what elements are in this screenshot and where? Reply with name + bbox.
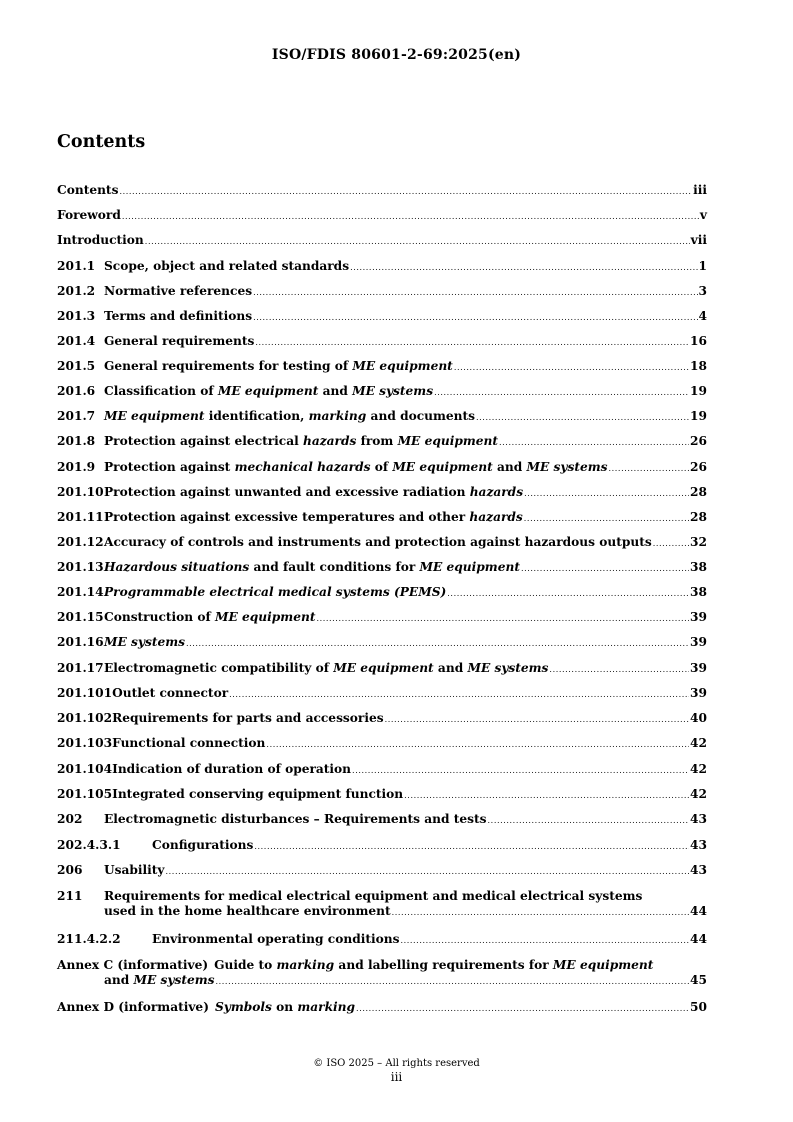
entry-title-segment: Functional connection <box>112 736 266 750</box>
dot-leader <box>609 461 690 476</box>
toc-entry-number: 201.9 <box>57 460 96 474</box>
toc-entry-page: 39 <box>690 610 707 624</box>
toc-entry-page: 28 <box>690 510 707 524</box>
toc-entry-number: 201.1 <box>57 259 96 273</box>
entry-title-segment: Hazardous situations <box>104 560 250 574</box>
toc-entry-title <box>104 510 523 525</box>
toc-entry-page: v <box>699 208 707 222</box>
toc-entry[interactable] <box>57 787 707 803</box>
toc-entry-page: 43 <box>690 863 707 877</box>
toc-entry-title <box>104 284 252 299</box>
toc-entry-title <box>104 585 446 600</box>
toc-entry-title <box>57 183 118 198</box>
toc-entry-page: 16 <box>690 334 707 348</box>
toc-entry-number: 201.2 <box>57 284 96 298</box>
dot-leader <box>524 511 689 526</box>
toc-entry-number: 211.4.2.2 <box>57 932 121 946</box>
toc-entry-title <box>104 904 391 919</box>
toc-entry-title <box>112 711 383 726</box>
entry-title-segment: Configurations <box>152 838 254 852</box>
dot-leader <box>454 360 689 375</box>
entry-title-segment: ME equipment <box>352 359 453 373</box>
entry-title-segment: Scope, object and related standards <box>104 259 350 273</box>
toc-entry-number: 201.101 <box>57 686 113 700</box>
toc-entry[interactable] <box>57 259 707 275</box>
toc-entry-number: 202.4.3.1 <box>57 838 121 852</box>
toc-entry[interactable] <box>57 183 707 199</box>
toc-entry[interactable] <box>57 812 707 828</box>
toc-entry-title <box>104 635 185 650</box>
toc-entry-number: 201.3 <box>57 309 96 323</box>
toc-entry[interactable] <box>57 208 707 224</box>
entry-title-segment: and documents <box>366 409 476 423</box>
toc-entry-page: 39 <box>690 686 707 700</box>
toc-entry-number: 201.104 <box>57 762 113 776</box>
toc-entry[interactable] <box>57 610 707 626</box>
entry-title-segment: General requirements <box>104 334 255 348</box>
entry-title-segment: used in the home healthcare environment <box>104 904 391 918</box>
toc-entry-page: 43 <box>690 812 707 826</box>
toc-entry-page: 38 <box>690 560 707 574</box>
toc-entry[interactable] <box>57 309 707 325</box>
toc-entry[interactable] <box>57 284 707 300</box>
toc-entry[interactable] <box>57 661 707 677</box>
entry-title-segment: Indication of duration of operation <box>112 762 352 776</box>
entry-title-segment: ME equipment <box>419 560 520 574</box>
toc-entry-number: 201.5 <box>57 359 96 373</box>
toc-entry-page: 42 <box>690 787 707 801</box>
toc-entry-number: 201.17 <box>57 661 104 675</box>
toc-entry-number: 201.16 <box>57 635 104 649</box>
toc-entry[interactable] <box>57 762 707 778</box>
toc-entry-page: 43 <box>690 838 707 852</box>
toc-entry-title <box>104 309 252 324</box>
entry-title-segment: Protection against <box>104 460 235 474</box>
toc-entry[interactable] <box>57 409 707 425</box>
dot-leader <box>145 234 690 249</box>
toc-entry[interactable] <box>57 334 707 350</box>
dot-leader <box>385 712 689 727</box>
toc-entry-page: 19 <box>690 409 707 423</box>
toc-entry[interactable] <box>57 434 707 450</box>
toc-entry-title <box>112 787 403 802</box>
toc-entry[interactable] <box>57 233 707 249</box>
entry-title-segment: Accuracy of controls and instruments and protection against hazardous outputs <box>104 535 652 549</box>
toc-entry-page: 18 <box>690 359 707 373</box>
dot-leader <box>122 209 699 224</box>
toc-entry[interactable] <box>57 635 707 651</box>
toc-entry-page: 19 <box>690 384 707 398</box>
dot-leader <box>524 486 689 501</box>
page-title: Contents <box>57 132 146 152</box>
dot-leader <box>653 536 689 551</box>
toc-entry[interactable] <box>57 863 707 879</box>
toc-entry[interactable] <box>57 359 707 375</box>
toc-entry-title <box>104 434 498 449</box>
toc-entry[interactable] <box>57 510 707 526</box>
toc-entry-page: 32 <box>690 535 707 549</box>
entry-title-segment: identification, <box>204 409 309 423</box>
entry-title-segment: of <box>370 460 393 474</box>
dot-leader <box>119 184 692 199</box>
page-footer <box>0 1058 793 1084</box>
toc-entry-title <box>104 460 608 475</box>
dot-leader <box>350 260 697 275</box>
entry-title-segment: and <box>433 661 468 675</box>
toc-entry[interactable] <box>57 958 707 989</box>
dot-leader <box>216 974 690 989</box>
toc-entry[interactable] <box>57 838 707 854</box>
entry-title-segment: marking <box>276 958 335 972</box>
dot-leader <box>404 788 689 803</box>
entry-title-segment: and labelling requirements for <box>334 958 553 972</box>
entry-title-segment: ME equipment <box>215 610 316 624</box>
dot-leader <box>254 839 689 854</box>
toc-entry-number: 201.14 <box>57 585 104 599</box>
toc-entry-title <box>112 686 228 701</box>
toc-entry-page: 1 <box>698 259 707 273</box>
entry-title-segment: Electromagnetic disturbances – Requirements and tests <box>104 812 487 826</box>
entry-title-segment: ME equipment <box>333 661 434 675</box>
entry-title-segment: marking <box>297 1000 356 1014</box>
entry-title-segment: Electromagnetic compatibility of <box>104 661 334 675</box>
dot-leader <box>255 335 689 350</box>
toc-entry-number: 201.7 <box>57 409 96 423</box>
entry-title-segment: Introduction <box>57 233 144 247</box>
toc-entry-title <box>152 932 399 947</box>
toc-entry-number: 201.102 <box>57 711 113 725</box>
dot-leader <box>316 611 689 626</box>
toc-entry-title <box>104 485 523 500</box>
toc-entry-title <box>104 973 215 988</box>
entry-title-segment: Protection against excessive temperatures and other <box>104 510 470 524</box>
dot-leader <box>499 435 689 450</box>
entry-title-segment: Classification of <box>104 384 218 398</box>
toc-entry-number: 202 <box>57 812 83 826</box>
entry-title-segment: Construction of <box>104 610 215 624</box>
toc-entry-page: 50 <box>690 1000 707 1014</box>
toc-entry-page: 38 <box>690 585 707 599</box>
entry-title-segment: and <box>318 384 353 398</box>
toc-entry-number: 201.12 <box>57 535 104 549</box>
toc-entry-title <box>104 384 433 399</box>
toc-entry-title <box>104 259 349 274</box>
toc-entry-title <box>57 208 121 223</box>
entry-title-segment: Guide to <box>214 958 277 972</box>
entry-title-segment: Integrated conserving equipment function <box>112 787 404 801</box>
page-number: iii <box>390 1070 403 1084</box>
toc-entry-number: 201.15 <box>57 610 104 624</box>
toc-entry-page: vii <box>690 233 707 247</box>
toc-entry[interactable] <box>57 384 707 400</box>
dot-leader <box>488 813 690 828</box>
toc-entry[interactable] <box>57 711 707 727</box>
entry-title-segment: mechanical hazards <box>234 460 371 474</box>
toc-entry-title <box>104 560 520 575</box>
toc-entry[interactable] <box>57 932 707 948</box>
dot-leader <box>356 1001 689 1016</box>
toc-entry-number: 201.13 <box>57 560 104 574</box>
entry-title-segment: Foreword <box>57 208 121 222</box>
toc-entry-title <box>104 409 475 424</box>
toc-entry[interactable] <box>57 585 707 601</box>
entry-title-segment: ME equipment <box>552 958 654 972</box>
toc-entry-page: 3 <box>698 284 707 298</box>
toc-entry-page: 44 <box>690 904 707 918</box>
entry-title-segment: hazards <box>469 510 523 524</box>
entry-title-segment: Programmable electrical medical systems (PEMS) <box>104 585 447 599</box>
toc-entry-page: 39 <box>690 635 707 649</box>
toc-entry-number: 201.10 <box>57 485 104 499</box>
toc-entry-page: 40 <box>690 711 707 725</box>
dot-leader <box>186 636 689 651</box>
toc-entry-page: 42 <box>690 736 707 750</box>
dot-leader <box>549 662 689 677</box>
toc-entry-number: 201.11 <box>57 510 104 524</box>
entry-title-segment: Terms and definitions <box>104 309 253 323</box>
toc-entry-number: 211 <box>57 889 83 903</box>
toc-entry[interactable] <box>57 686 707 702</box>
entry-title-segment: ME equipment <box>217 384 319 398</box>
toc-entry-title <box>57 233 144 248</box>
entry-title-segment: and <box>104 973 134 987</box>
toc-entry-page: 39 <box>690 661 707 675</box>
toc-entry-title <box>104 535 652 550</box>
toc-entry-title <box>215 1000 355 1015</box>
toc-entry-number: Annex D (informative) <box>57 1000 209 1014</box>
toc-entry-title <box>104 610 315 625</box>
dot-leader <box>400 933 689 948</box>
entry-title-segment: Symbols <box>214 1000 272 1014</box>
toc-entry-page: 44 <box>690 932 707 946</box>
toc-entry-page: 45 <box>690 973 707 987</box>
dot-leader <box>253 310 697 325</box>
toc-entry-page: 4 <box>698 309 707 323</box>
toc-entry[interactable] <box>57 736 707 752</box>
dot-leader <box>392 905 689 920</box>
dot-leader <box>166 864 690 879</box>
dot-leader <box>434 385 689 400</box>
toc-entry-title <box>112 736 265 751</box>
toc-entry-title <box>112 762 351 777</box>
toc-entry-title <box>104 359 453 374</box>
dot-leader <box>447 586 689 601</box>
entry-title-segment: and fault conditions for <box>249 560 420 574</box>
entry-title-segment: ME equipment <box>397 434 499 448</box>
toc-entry-number: Annex C (informative) <box>57 958 209 972</box>
toc-entry[interactable] <box>57 889 707 920</box>
document-header: ISO/FDIS 80601-2-69:2025(en) <box>271 47 522 63</box>
toc-entry-title <box>104 334 254 349</box>
entry-title-segment: Outlet connector <box>112 686 229 700</box>
entry-title-segment: hazards <box>469 485 524 499</box>
toc-entry-page: 28 <box>690 485 707 499</box>
entry-title-segment: General requirements for testing of <box>104 359 353 373</box>
toc-entry-number: 201.8 <box>57 434 96 448</box>
entry-title-segment: on <box>271 1000 298 1014</box>
toc-entry[interactable] <box>57 460 707 476</box>
toc-entry-page: 26 <box>690 460 707 474</box>
entry-title-segment: ME equipment <box>104 409 205 423</box>
toc-entry-number: 201.105 <box>57 787 113 801</box>
toc-entry[interactable] <box>57 560 707 576</box>
entry-title-segment: ME systems <box>352 384 434 398</box>
entry-title-segment: ME systems <box>526 460 608 474</box>
entry-title-segment: ME systems <box>133 973 215 987</box>
toc-entry-title <box>214 958 653 973</box>
toc-entry-title <box>104 661 548 676</box>
dot-leader <box>266 737 689 752</box>
toc-entry[interactable] <box>57 535 707 551</box>
entry-title-segment: Usability <box>104 863 165 877</box>
toc-entry-page: 42 <box>690 762 707 776</box>
toc-entry-number: 201.6 <box>57 384 96 398</box>
entry-title-segment: ME systems <box>467 661 549 675</box>
entry-title-segment: Normative references <box>104 284 253 298</box>
toc-entry-number: 201.103 <box>57 736 113 750</box>
toc-entry-page: 26 <box>690 434 707 448</box>
entry-title-segment: ME equipment <box>392 460 493 474</box>
entry-title-segment: marking <box>308 409 367 423</box>
toc-entry[interactable] <box>57 485 707 501</box>
entry-title-segment: hazards <box>302 434 357 448</box>
dot-leader <box>476 410 689 425</box>
entry-title-segment: Protection against electrical <box>104 434 303 448</box>
toc-entry-number: 201.4 <box>57 334 96 348</box>
entry-title-segment: and <box>492 460 527 474</box>
entry-title-segment: Protection against unwanted and excessive radiation <box>104 485 470 499</box>
toc-entry-title <box>152 838 253 853</box>
dot-leader <box>352 763 689 778</box>
entry-title-segment: Contents <box>57 183 119 197</box>
entry-title-segment: from <box>356 434 398 448</box>
toc-entry-number: 206 <box>57 863 83 877</box>
copyright-notice: © ISO 2025 – All rights reserved <box>313 1058 480 1069</box>
toc-entry-title: Requirements for medical electrical equipment and medical electrical systems <box>104 889 643 903</box>
entry-title-segment: Environmental operating conditions <box>152 932 400 946</box>
entry-title-segment: Requirements for parts and accessories <box>112 711 384 725</box>
toc-entry[interactable] <box>57 1000 707 1016</box>
dot-leader <box>521 561 689 576</box>
entry-title-segment: ME systems <box>104 635 185 649</box>
dot-leader <box>229 687 689 702</box>
toc-entry-page: iii <box>693 183 707 197</box>
toc-entry-title <box>104 812 487 827</box>
toc-entry-title <box>104 863 165 878</box>
dot-leader <box>253 285 697 300</box>
